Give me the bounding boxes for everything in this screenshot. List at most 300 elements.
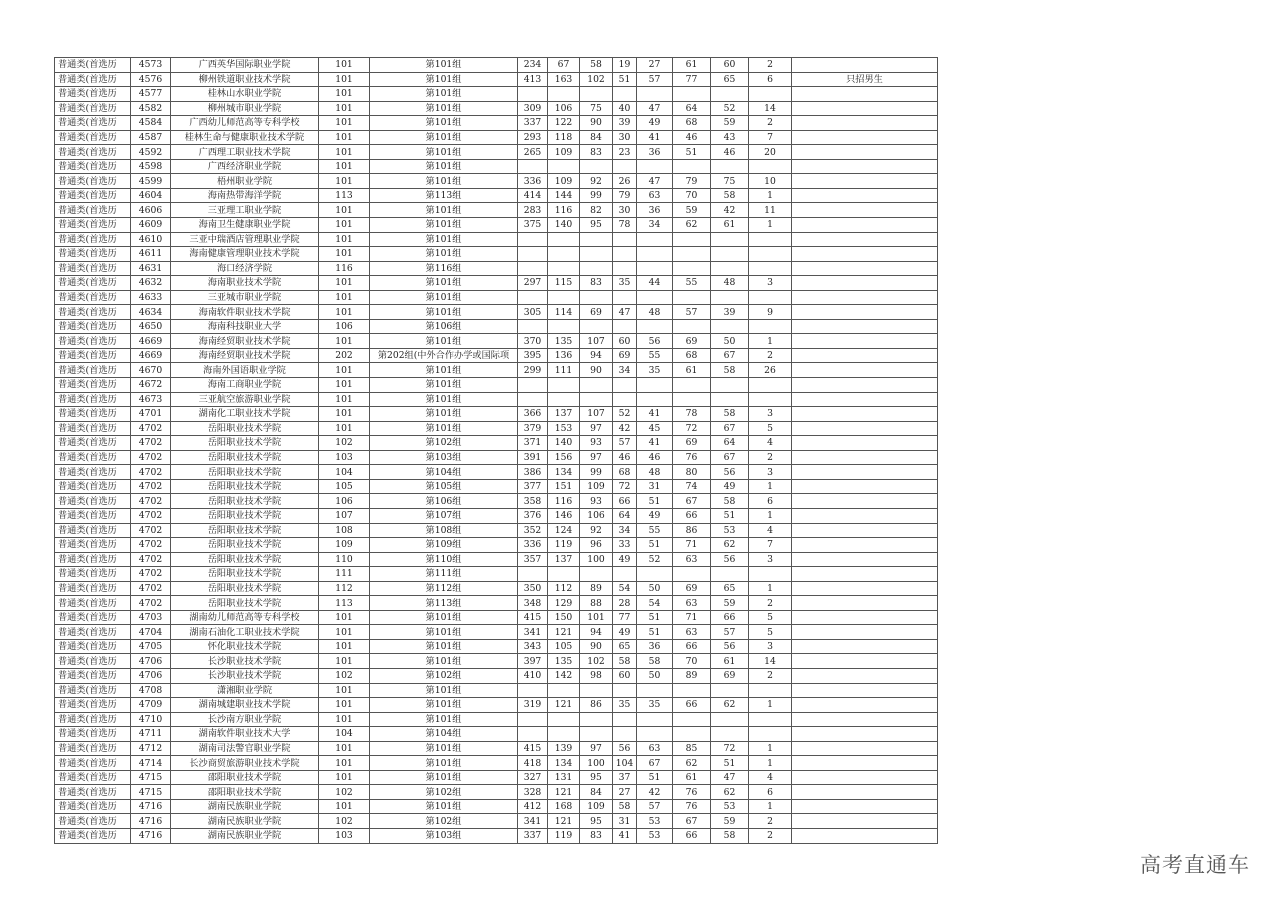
cell-admit-count: 6 — [749, 72, 792, 87]
cell-score-elective-1: 77 — [673, 72, 711, 87]
cell-score-total: 234 — [518, 58, 548, 73]
table-row — [55, 145, 938, 160]
cell-score-elective-2: 57 — [711, 625, 749, 640]
cell-group-code: 101 — [319, 232, 370, 247]
cell-admit-count: 2 — [749, 348, 792, 363]
table-row — [55, 305, 938, 320]
cell-score-chinese: 115 — [548, 276, 580, 291]
cell-score-elective-2 — [711, 727, 749, 742]
cell-score-english: 37 — [613, 770, 637, 785]
cell-group-name: 第101组 — [370, 799, 518, 814]
cell-score-math: 89 — [580, 581, 613, 596]
cell-admit-count: 1 — [749, 334, 792, 349]
cell-group-code: 101 — [319, 683, 370, 698]
cell-score-elective-1: 80 — [673, 465, 711, 480]
cell-school-name: 三亚理工职业学院 — [171, 203, 319, 218]
cell-school-code: 4715 — [131, 785, 171, 800]
cell-score-total: 293 — [518, 130, 548, 145]
cell-remarks — [792, 101, 938, 116]
cell-score-elective-1: 57 — [673, 305, 711, 320]
table-row — [55, 174, 938, 189]
cell-score-history: 46 — [637, 450, 673, 465]
cell-group-name: 第111组 — [370, 567, 518, 582]
cell-score-chinese: 109 — [548, 174, 580, 189]
cell-score-elective-2: 50 — [711, 334, 749, 349]
cell-score-total — [518, 378, 548, 393]
table-row — [55, 465, 938, 480]
cell-school-code: 4702 — [131, 552, 171, 567]
cell-score-elective-1: 69 — [673, 436, 711, 451]
cell-score-history: 57 — [637, 72, 673, 87]
cell-score-history: 51 — [637, 625, 673, 640]
cell-school-code: 4702 — [131, 421, 171, 436]
cell-score-total: 358 — [518, 494, 548, 509]
cell-score-english — [613, 261, 637, 276]
cell-score-elective-1: 63 — [673, 596, 711, 611]
cell-admit-count: 5 — [749, 421, 792, 436]
cell-remarks — [792, 407, 938, 422]
cell-score-chinese — [548, 232, 580, 247]
cell-score-elective-2 — [711, 159, 749, 174]
cell-score-math — [580, 567, 613, 582]
cell-score-math — [580, 392, 613, 407]
cell-score-history: 47 — [637, 101, 673, 116]
cell-score-history — [637, 261, 673, 276]
cell-score-math: 109 — [580, 799, 613, 814]
cell-remarks — [792, 130, 938, 145]
cell-score-english: 60 — [613, 334, 637, 349]
table-row — [55, 814, 938, 829]
cell-group-code: 101 — [319, 247, 370, 262]
table-row — [55, 828, 938, 843]
cell-group-code: 101 — [319, 799, 370, 814]
cell-score-chinese: 105 — [548, 639, 580, 654]
cell-admit-count — [749, 392, 792, 407]
cell-group-name: 第101组 — [370, 392, 518, 407]
cell-remarks — [792, 610, 938, 625]
cell-group-code: 101 — [319, 639, 370, 654]
cell-score-elective-1: 71 — [673, 610, 711, 625]
cell-admit-count: 1 — [749, 188, 792, 203]
cell-school-name: 海南经贸职业技术学院 — [171, 334, 319, 349]
cell-score-history: 50 — [637, 581, 673, 596]
cell-admit-count: 3 — [749, 639, 792, 654]
cell-score-english: 33 — [613, 538, 637, 553]
cell-score-total — [518, 247, 548, 262]
cell-remarks — [792, 290, 938, 305]
cell-score-elective-2: 69 — [711, 668, 749, 683]
cell-score-elective-2 — [711, 712, 749, 727]
cell-group-name: 第101组 — [370, 101, 518, 116]
cell-score-elective-2: 65 — [711, 581, 749, 596]
cell-score-chinese: 116 — [548, 203, 580, 218]
cell-score-total: 328 — [518, 785, 548, 800]
cell-category: 普通类(首选历 — [55, 639, 131, 654]
cell-group-name: 第113组 — [370, 596, 518, 611]
cell-admit-count — [749, 683, 792, 698]
table-row — [55, 668, 938, 683]
cell-score-total: 336 — [518, 538, 548, 553]
cell-score-elective-2: 58 — [711, 494, 749, 509]
cell-school-name: 岳阳职业技术学院 — [171, 538, 319, 553]
cell-category: 普通类(首选历 — [55, 87, 131, 102]
cell-score-math: 102 — [580, 654, 613, 669]
cell-score-elective-2: 67 — [711, 450, 749, 465]
cell-group-name: 第101组 — [370, 116, 518, 131]
cell-score-history: 36 — [637, 639, 673, 654]
cell-remarks — [792, 392, 938, 407]
cell-remarks — [792, 334, 938, 349]
cell-remarks — [792, 479, 938, 494]
cell-remarks — [792, 596, 938, 611]
cell-score-total: 371 — [518, 436, 548, 451]
cell-score-english — [613, 290, 637, 305]
cell-score-chinese — [548, 319, 580, 334]
cell-score-chinese: 124 — [548, 523, 580, 538]
cell-score-english — [613, 159, 637, 174]
cell-score-english: 64 — [613, 508, 637, 523]
cell-score-history — [637, 378, 673, 393]
cell-score-math — [580, 247, 613, 262]
table-row — [55, 116, 938, 131]
cell-score-elective-1: 78 — [673, 407, 711, 422]
cell-school-name: 岳阳职业技术学院 — [171, 450, 319, 465]
cell-score-history: 35 — [637, 698, 673, 713]
cell-group-code: 101 — [319, 305, 370, 320]
cell-category: 普通类(首选历 — [55, 828, 131, 843]
table-row — [55, 683, 938, 698]
cell-group-code: 101 — [319, 290, 370, 305]
cell-school-name: 潇湘职业学院 — [171, 683, 319, 698]
table-row — [55, 58, 938, 73]
cell-admit-count: 1 — [749, 799, 792, 814]
cell-group-name: 第101组 — [370, 218, 518, 233]
cell-group-code: 103 — [319, 450, 370, 465]
cell-score-history: 51 — [637, 610, 673, 625]
cell-score-history: 36 — [637, 203, 673, 218]
cell-category: 普通类(首选历 — [55, 188, 131, 203]
cell-school-name: 湖南司法警官职业学院 — [171, 741, 319, 756]
cell-score-math: 96 — [580, 538, 613, 553]
cell-remarks — [792, 378, 938, 393]
cell-group-code: 101 — [319, 407, 370, 422]
cell-group-code: 101 — [319, 203, 370, 218]
cell-school-name: 柳州铁道职业技术学院 — [171, 72, 319, 87]
cell-score-chinese — [548, 290, 580, 305]
cell-school-name: 湖南幼儿师范高等专科学校 — [171, 610, 319, 625]
cell-score-total: 352 — [518, 523, 548, 538]
cell-score-total — [518, 159, 548, 174]
admission-score-table — [54, 57, 938, 844]
cell-score-total: 391 — [518, 450, 548, 465]
cell-score-history — [637, 232, 673, 247]
cell-category: 普通类(首选历 — [55, 305, 131, 320]
cell-admit-count — [749, 567, 792, 582]
cell-score-chinese: 150 — [548, 610, 580, 625]
cell-school-code: 4606 — [131, 203, 171, 218]
cell-category: 普通类(首选历 — [55, 261, 131, 276]
cell-group-code: 107 — [319, 508, 370, 523]
cell-school-code: 4709 — [131, 698, 171, 713]
table-row — [55, 785, 938, 800]
cell-score-elective-2: 42 — [711, 203, 749, 218]
cell-score-chinese: 119 — [548, 828, 580, 843]
cell-score-math: 90 — [580, 116, 613, 131]
cell-score-history — [637, 567, 673, 582]
cell-score-english: 104 — [613, 756, 637, 771]
table-row — [55, 712, 938, 727]
cell-remarks — [792, 348, 938, 363]
cell-group-name: 第101组 — [370, 290, 518, 305]
cell-score-elective-2 — [711, 378, 749, 393]
cell-school-name: 湖南软件职业技术大学 — [171, 727, 319, 742]
cell-score-math: 102 — [580, 72, 613, 87]
cell-category: 普通类(首选历 — [55, 174, 131, 189]
cell-category: 普通类(首选历 — [55, 159, 131, 174]
cell-group-code: 101 — [319, 712, 370, 727]
cell-score-chinese — [548, 712, 580, 727]
cell-admit-count: 3 — [749, 276, 792, 291]
cell-school-code: 4711 — [131, 727, 171, 742]
cell-category: 普通类(首选历 — [55, 770, 131, 785]
cell-score-chinese: 144 — [548, 188, 580, 203]
cell-score-elective-1: 86 — [673, 523, 711, 538]
cell-group-code: 111 — [319, 567, 370, 582]
cell-category: 普通类(首选历 — [55, 785, 131, 800]
cell-score-chinese — [548, 87, 580, 102]
cell-score-chinese: 106 — [548, 101, 580, 116]
cell-group-code: 101 — [319, 334, 370, 349]
cell-category: 普通类(首选历 — [55, 654, 131, 669]
cell-group-name: 第101组 — [370, 174, 518, 189]
cell-score-chinese: 119 — [548, 538, 580, 553]
table-row — [55, 436, 938, 451]
cell-score-elective-2: 46 — [711, 145, 749, 160]
cell-score-english: 78 — [613, 218, 637, 233]
cell-score-total — [518, 87, 548, 102]
cell-school-name: 三亚中瑞酒店管理职业学院 — [171, 232, 319, 247]
cell-admit-count: 2 — [749, 58, 792, 73]
cell-score-total: 397 — [518, 654, 548, 669]
cell-school-code: 4702 — [131, 538, 171, 553]
cell-score-total — [518, 712, 548, 727]
cell-score-elective-2: 56 — [711, 639, 749, 654]
cell-score-chinese: 151 — [548, 479, 580, 494]
cell-score-english: 34 — [613, 363, 637, 378]
cell-score-total: 341 — [518, 625, 548, 640]
cell-group-code: 101 — [319, 145, 370, 160]
cell-score-chinese: 137 — [548, 407, 580, 422]
cell-group-name: 第102组 — [370, 785, 518, 800]
cell-score-elective-2: 58 — [711, 407, 749, 422]
cell-score-elective-2: 52 — [711, 101, 749, 116]
cell-score-elective-2: 58 — [711, 363, 749, 378]
cell-category: 普通类(首选历 — [55, 378, 131, 393]
cell-score-math: 97 — [580, 741, 613, 756]
cell-admit-count: 1 — [749, 218, 792, 233]
cell-school-code: 4702 — [131, 581, 171, 596]
cell-category: 普通类(首选历 — [55, 363, 131, 378]
cell-group-name: 第108组 — [370, 523, 518, 538]
cell-school-name: 三亚城市职业学院 — [171, 290, 319, 305]
cell-admit-count: 3 — [749, 407, 792, 422]
cell-school-name: 岳阳职业技术学院 — [171, 436, 319, 451]
cell-score-elective-1: 74 — [673, 479, 711, 494]
cell-group-name: 第101组 — [370, 741, 518, 756]
cell-admit-count — [749, 290, 792, 305]
cell-school-code: 4573 — [131, 58, 171, 73]
cell-group-code: 101 — [319, 392, 370, 407]
cell-school-code: 4598 — [131, 159, 171, 174]
cell-score-elective-1: 66 — [673, 828, 711, 843]
cell-school-code: 4702 — [131, 508, 171, 523]
cell-category: 普通类(首选历 — [55, 727, 131, 742]
cell-score-english: 31 — [613, 814, 637, 829]
cell-score-english: 23 — [613, 145, 637, 160]
cell-score-math: 90 — [580, 363, 613, 378]
cell-admit-count: 7 — [749, 130, 792, 145]
cell-score-english: 58 — [613, 654, 637, 669]
cell-score-math: 92 — [580, 174, 613, 189]
cell-score-math: 58 — [580, 58, 613, 73]
cell-admit-count: 3 — [749, 552, 792, 567]
cell-score-english: 65 — [613, 639, 637, 654]
cell-score-elective-1: 51 — [673, 145, 711, 160]
cell-remarks — [792, 87, 938, 102]
table-row — [55, 741, 938, 756]
table-row — [55, 276, 938, 291]
cell-category: 普通类(首选历 — [55, 581, 131, 596]
cell-score-history — [637, 712, 673, 727]
cell-school-code: 4702 — [131, 479, 171, 494]
cell-score-history: 67 — [637, 756, 673, 771]
cell-score-total: 370 — [518, 334, 548, 349]
cell-remarks — [792, 188, 938, 203]
cell-score-total: 337 — [518, 116, 548, 131]
cell-remarks — [792, 727, 938, 742]
cell-school-name: 岳阳职业技术学院 — [171, 596, 319, 611]
cell-category: 普通类(首选历 — [55, 319, 131, 334]
cell-admit-count: 4 — [749, 770, 792, 785]
cell-score-chinese: 116 — [548, 494, 580, 509]
cell-score-total: 410 — [518, 668, 548, 683]
cell-group-name: 第109组 — [370, 538, 518, 553]
cell-group-name: 第106组 — [370, 494, 518, 509]
table-row — [55, 756, 938, 771]
table-row — [55, 625, 938, 640]
cell-score-math: 99 — [580, 188, 613, 203]
table-row — [55, 523, 938, 538]
cell-score-math: 95 — [580, 218, 613, 233]
cell-admit-count: 5 — [749, 625, 792, 640]
cell-score-elective-2: 51 — [711, 756, 749, 771]
cell-score-math: 84 — [580, 785, 613, 800]
cell-school-code: 4669 — [131, 348, 171, 363]
cell-school-name: 长沙职业技术学院 — [171, 654, 319, 669]
cell-score-total: 309 — [518, 101, 548, 116]
cell-score-elective-1 — [673, 247, 711, 262]
cell-score-total — [518, 683, 548, 698]
table-row — [55, 188, 938, 203]
cell-remarks — [792, 639, 938, 654]
table-body — [55, 58, 938, 844]
cell-score-elective-2: 39 — [711, 305, 749, 320]
cell-score-history: 36 — [637, 145, 673, 160]
cell-remarks: 只招男生 — [792, 72, 938, 87]
cell-category: 普通类(首选历 — [55, 276, 131, 291]
cell-remarks — [792, 494, 938, 509]
cell-school-name: 广西经济职业学院 — [171, 159, 319, 174]
cell-admit-count: 10 — [749, 174, 792, 189]
cell-school-name: 海南工商职业学院 — [171, 378, 319, 393]
table-row — [55, 727, 938, 742]
cell-score-english — [613, 247, 637, 262]
cell-school-code: 4712 — [131, 741, 171, 756]
cell-score-math — [580, 261, 613, 276]
table-row — [55, 654, 938, 669]
cell-score-total — [518, 392, 548, 407]
cell-admit-count — [749, 319, 792, 334]
cell-score-elective-1: 70 — [673, 654, 711, 669]
cell-score-total: 379 — [518, 421, 548, 436]
cell-score-chinese: 153 — [548, 421, 580, 436]
cell-score-math: 101 — [580, 610, 613, 625]
cell-score-history: 51 — [637, 494, 673, 509]
cell-score-history — [637, 727, 673, 742]
cell-score-chinese — [548, 247, 580, 262]
cell-admit-count: 9 — [749, 305, 792, 320]
cell-group-name: 第107组 — [370, 508, 518, 523]
cell-score-math: 83 — [580, 828, 613, 843]
cell-score-history: 51 — [637, 770, 673, 785]
cell-school-name: 海口经济学院 — [171, 261, 319, 276]
cell-score-elective-2: 47 — [711, 770, 749, 785]
cell-score-history: 49 — [637, 116, 673, 131]
cell-remarks — [792, 552, 938, 567]
cell-score-elective-1: 89 — [673, 668, 711, 683]
table-row — [55, 261, 938, 276]
table-row — [55, 247, 938, 262]
cell-score-math — [580, 87, 613, 102]
table-row — [55, 538, 938, 553]
cell-remarks — [792, 450, 938, 465]
cell-admit-count: 6 — [749, 785, 792, 800]
cell-score-math — [580, 683, 613, 698]
cell-score-chinese: 137 — [548, 552, 580, 567]
cell-admit-count — [749, 261, 792, 276]
cell-group-name: 第101组 — [370, 654, 518, 669]
cell-admit-count: 5 — [749, 610, 792, 625]
cell-score-english: 58 — [613, 799, 637, 814]
cell-group-code: 113 — [319, 188, 370, 203]
table-row — [55, 479, 938, 494]
cell-score-elective-1 — [673, 87, 711, 102]
cell-group-code: 101 — [319, 101, 370, 116]
cell-score-math: 88 — [580, 596, 613, 611]
cell-score-english: 69 — [613, 348, 637, 363]
cell-score-history: 52 — [637, 552, 673, 567]
table-row — [55, 348, 938, 363]
cell-school-name: 海南职业技术学院 — [171, 276, 319, 291]
cell-remarks — [792, 232, 938, 247]
cell-score-chinese: 121 — [548, 625, 580, 640]
cell-school-code: 4669 — [131, 334, 171, 349]
cell-score-elective-2 — [711, 232, 749, 247]
table-row — [55, 596, 938, 611]
cell-score-english: 72 — [613, 479, 637, 494]
cell-score-elective-1: 62 — [673, 218, 711, 233]
cell-school-name: 海南外国语职业学院 — [171, 363, 319, 378]
